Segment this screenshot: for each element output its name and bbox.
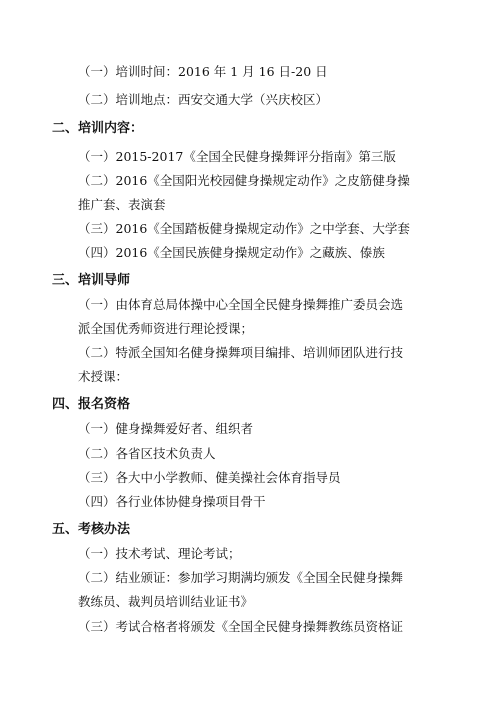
list-item-continuation: 术授课： [78,369,129,384]
list-item: （三）考试合格者将颁发《全国全民健身操舞教练员资格证 [78,619,404,634]
section-heading: 二、培训内容： [52,121,144,136]
list-item: （一）健身操舞爱好者、组织者 [78,421,254,436]
list-item: （二）2016《全国阳光校园健身操规定动作》之皮筋健身操 [78,173,410,188]
list-item-continuation: 派全国优秀师资进行理论授课； [78,321,254,336]
section-heading: 三、培训导师 [52,273,131,288]
list-item: （二）结业颁证：参加学习期满均颁发《全国全民健身操舞 [78,570,404,585]
list-item: （一）由体育总局体操中心全国全民健身操舞推广委员会选 [78,297,404,312]
list-item: （二）各省区技术负责人 [78,446,216,461]
section-heading: 五、考核办法 [52,522,131,537]
list-item: （三）各大中小学教师、健美操社会体育指导员 [78,470,341,485]
list-item: （一）2015-2017《全国全民健身操舞评分指南》第三版 [78,149,396,164]
list-item: （一）技术考试、理论考试； [78,546,241,561]
list-item: （一）培训时间：2016 年 1 月 16 日-20 日 [78,64,328,79]
list-item: （二）培训地点：西安交通大学（兴庆校区） [78,92,329,107]
list-item: （二）特派全国知名健身操舞项目编排、培训师团队进行技 [78,345,404,360]
list-item-continuation: 教练员、裁判员培训结业证书》 [78,594,254,609]
list-item: （三）2016《全国踏板健身操规定动作》之中学套、大学套 [78,221,410,236]
list-item: （四）各行业体协健身操项目骨干 [78,494,266,509]
list-item-continuation: 推广套、表演套 [78,197,166,212]
list-item: （四）2016《全国民族健身操规定动作》之藏族、傣族 [78,245,385,260]
section-heading: 四、报名资格 [52,397,131,412]
